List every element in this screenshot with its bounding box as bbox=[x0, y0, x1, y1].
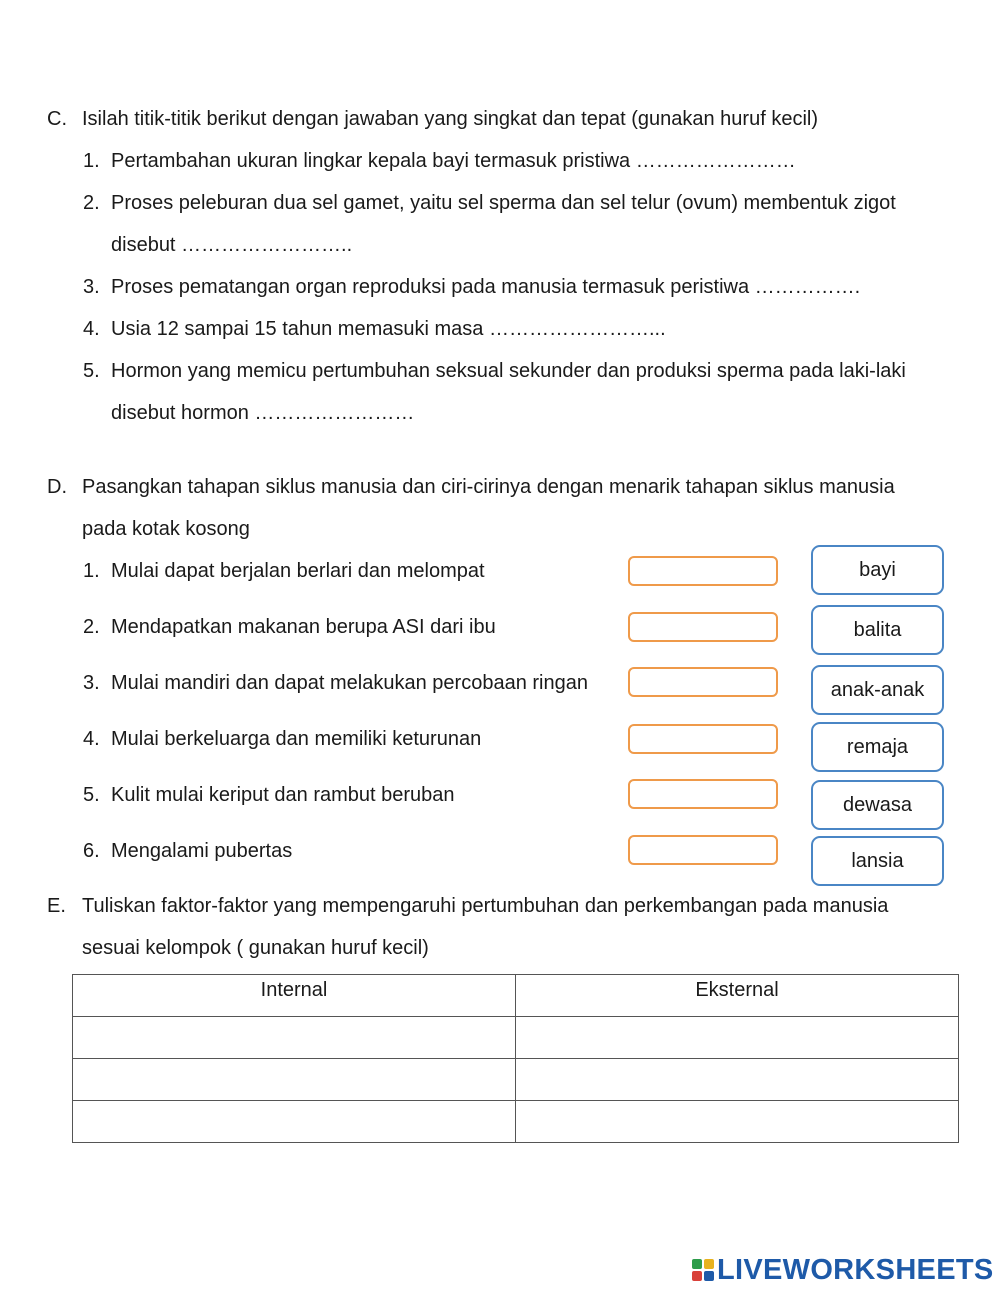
logo-block-yellow bbox=[704, 1259, 714, 1269]
eksternal-cell-1[interactable] bbox=[516, 1017, 959, 1059]
option-lansia[interactable]: lansia bbox=[811, 836, 944, 886]
d-item-4-text: Mulai berkeluarga dan memiliki keturunan bbox=[111, 728, 482, 750]
section-e-instruction: Tuliskan faktor-faktor yang mempengaruhi pertumbuhan dan perkembangan pada manusia bbox=[82, 895, 889, 917]
c-item-1-text: Pertambahan ukuran lingkar kepala bayi termasuk pristiwa …………………… bbox=[111, 150, 796, 172]
option-remaja[interactable]: remaja bbox=[811, 722, 944, 772]
d-item-5-number: 5. bbox=[83, 784, 100, 806]
table-row bbox=[73, 1101, 959, 1143]
d-item-2-drop-box[interactable] bbox=[628, 612, 778, 642]
c-item-2-text-continued: disebut …………………….. bbox=[111, 234, 353, 256]
internal-cell-2[interactable] bbox=[73, 1059, 516, 1101]
d-item-3-text: Mulai mandiri dan dapat melakukan percobaan ringan bbox=[111, 672, 588, 694]
eksternal-cell-2[interactable] bbox=[516, 1059, 959, 1101]
c-item-5-text: Hormon yang memicu pertumbuhan seksual sekunder dan produksi sperma pada laki-laki bbox=[111, 360, 906, 382]
header-eksternal: Eksternal bbox=[516, 975, 959, 1017]
logo-block-green bbox=[692, 1259, 702, 1269]
c-item-3-text: Proses pematangan organ reproduksi pada manusia termasuk peristiwa ……………. bbox=[111, 276, 861, 298]
logo-block-red bbox=[692, 1271, 702, 1281]
internal-cell-1[interactable] bbox=[73, 1017, 516, 1059]
c-item-3-number: 3. bbox=[83, 276, 100, 298]
d-item-3-drop-box[interactable] bbox=[628, 667, 778, 697]
option-dewasa[interactable]: dewasa bbox=[811, 780, 944, 830]
c-item-2-text: Proses peleburan dua sel gamet, yaitu sel sperma dan sel telur (ovum) membentuk zigot bbox=[111, 192, 896, 214]
option-anak-anak[interactable]: anak-anak bbox=[811, 665, 944, 715]
logo-block-blue bbox=[704, 1271, 714, 1281]
section-e-instruction-continued: sesuai kelompok ( gunakan huruf kecil) bbox=[82, 937, 429, 959]
option-balita[interactable]: balita bbox=[811, 605, 944, 655]
c-item-4-text: Usia 12 sampai 15 tahun memasuki masa ……………………... bbox=[111, 318, 666, 340]
d-item-5-drop-box[interactable] bbox=[628, 779, 778, 809]
eksternal-cell-3[interactable] bbox=[516, 1101, 959, 1143]
d-item-5-text: Kulit mulai keriput dan rambut beruban bbox=[111, 784, 455, 806]
d-item-1-text: Mulai dapat berjalan berlari dan melompat bbox=[111, 560, 485, 582]
option-bayi[interactable]: bayi bbox=[811, 545, 944, 595]
section-d-instruction-continued: pada kotak kosong bbox=[82, 518, 250, 540]
logo-text: LIVEWORKSHEETS bbox=[717, 1253, 994, 1286]
d-item-2-number: 2. bbox=[83, 616, 100, 638]
d-item-1-drop-box[interactable] bbox=[628, 556, 778, 586]
c-item-5-text-continued: disebut hormon …………………… bbox=[111, 402, 415, 424]
section-c-instruction: Isilah titik-titik berikut dengan jawaban yang singkat dan tepat (gunakan huruf kecil) bbox=[82, 108, 818, 130]
d-item-2-text: Mendapatkan makanan berupa ASI dari ibu bbox=[111, 616, 496, 638]
d-item-6-text: Mengalami pubertas bbox=[111, 840, 293, 862]
section-c-letter: C. bbox=[47, 108, 67, 130]
liveworksheets-logo bbox=[692, 1255, 994, 1285]
factors-table bbox=[72, 974, 959, 1143]
logo-blocks-icon bbox=[692, 1259, 714, 1281]
section-d-letter: D. bbox=[47, 476, 67, 498]
d-item-3-number: 3. bbox=[83, 672, 100, 694]
header-internal: Internal bbox=[73, 975, 516, 1017]
internal-cell-3[interactable] bbox=[73, 1101, 516, 1143]
c-item-1-number: 1. bbox=[83, 150, 100, 172]
section-d-instruction: Pasangkan tahapan siklus manusia dan ciri-cirinya dengan menarik tahapan siklus manusia bbox=[82, 476, 895, 498]
d-item-4-number: 4. bbox=[83, 728, 100, 750]
d-item-6-number: 6. bbox=[83, 840, 100, 862]
table-row bbox=[73, 1017, 959, 1059]
c-item-4-number: 4. bbox=[83, 318, 100, 340]
section-e-letter: E. bbox=[47, 895, 66, 917]
table-row bbox=[73, 1059, 959, 1101]
d-item-4-drop-box[interactable] bbox=[628, 724, 778, 754]
d-item-6-drop-box[interactable] bbox=[628, 835, 778, 865]
d-item-1-number: 1. bbox=[83, 560, 100, 582]
table-header-row bbox=[73, 975, 959, 1017]
c-item-2-number: 2. bbox=[83, 192, 100, 214]
c-item-5-number: 5. bbox=[83, 360, 100, 382]
